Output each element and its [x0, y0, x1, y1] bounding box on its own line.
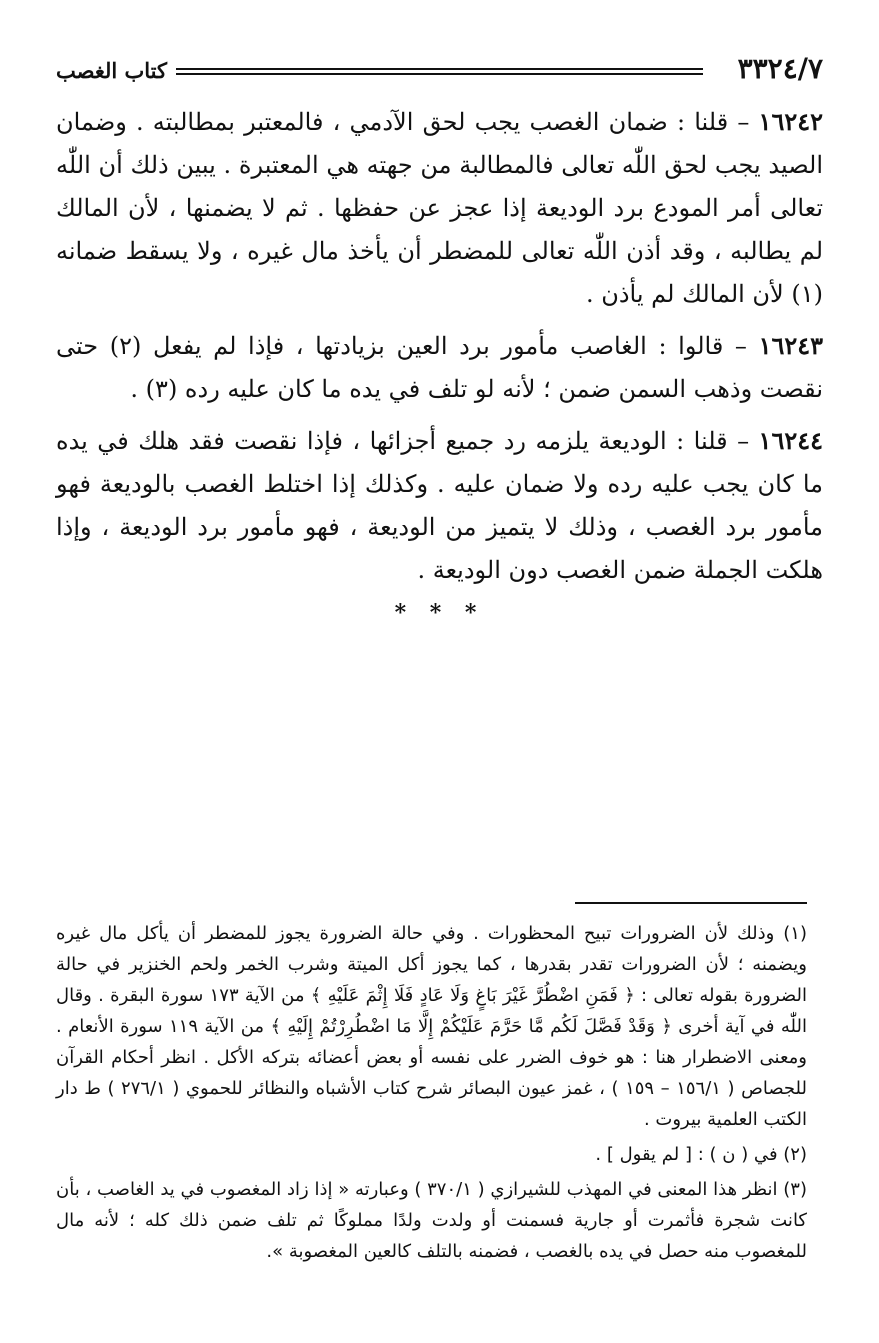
- paragraph-number: ١٦٢٤٢: [758, 107, 823, 136]
- header-rule: [176, 68, 703, 75]
- footnote: (١) وذلك لأن الضرورات تبيح المحظورات . وفي حالة الضرورة يجوز للمضطر أن يأكل مال غيره ويضمنه ؛ لأن الضرورات تقدر بقدرها ، كما يجوز أكل الميتة وشرب الخمر ولحم الخنزير في حالة الضرورة بقوله تعالى : ﴿ فَمَنِ اضْطُرَّ غَيْرَ بَاغٍ وَلَا عَادٍ فَلَا إِثْمَ عَلَيْهِ ﴾ من الآية ١٧٣ سورة البقرة . وقال اللّٰه في آية أخرى ﴿ وَقَدْ فَصَّلَ لَكُم مَّا حَرَّمَ عَلَيْكُمْ إِلَّا مَا اضْطُرِرْتُمْ إِلَيْهِ ﴾ من الآية ١١٩ سورة الأنعام . ومعنى الاضطرار هنا : هو خوف الضرر على نفسه أو بعض أعضائه بتركه الأكل . انظر أحكام القرآن للجصاص ( ١٥٦/١ – ١٥٩ ) ، غمز عيون البصائر شرح كتاب الأشباه والنظائر للحموي ( ٢٧٦/١ ) ط دار الكتب العلمية بيروت .: [56, 923, 808, 1130]
- paragraph-number: ١٦٢٤٤: [758, 426, 823, 455]
- paragraph-text: – قلنا : ضمان الغصب يجب لحق الآدمي ، فالمعتبر بمطالبته . وضمان الصيد يجب لحق اللّٰه تعالى فالمطالبة من جهته هي المعتبرة . يبين ذلك أن اللّٰه تعالى أمر المودع برد الوديعة إذا عجز عن حفظها . ثم لا يضمنها ، لأن المالك لم يطالبه ، وقد أذن اللّٰه تعالى للمضطر أن يأخذ مال غيره ، ولا يسقط ضمانه (١) لأن المالك لم يأذن .: [56, 108, 823, 308]
- page-number: ٣٣٢٤/٧: [737, 52, 823, 85]
- footnote-rule: [575, 902, 807, 904]
- book-title: كتاب الغصب: [56, 58, 168, 83]
- section-separator: * * *: [394, 600, 485, 626]
- running-header: [56, 52, 823, 88]
- footnotes: [56, 918, 807, 1271]
- footnote: (٣) انظر هذا المعنى في المهذب للشيرازي ( ٣٧٠/١ ) وعبارته « إذا زاد المغصوب في يد الغاصب ، بأن كانت شجرة فأثمرت أو جارية فسمنت أو ولدت ولدًا مملوكًا ثم تلف ضمن ذلك كله ؛ لأنه مال للمغصوب منه حصل في يده بالغصب ، فضمنه بالتلف كالعين المغصوبة ».: [56, 1179, 807, 1262]
- paragraph: [56, 419, 823, 592]
- paragraph-text: – قلنا : الوديعة يلزمه رد جميع أجزائها ، فإذا نقصت فقد هلك في يده ما كان يجب عليه رده ولا ضمان عليه . وكذلك إذا اختلط الغصب بالوديعة فهو مأمور برد الغصب ، وذلك لا يتميز من الوديعة ، فهو مأمور برد الوديعة ، وإذا هلكت الجملة ضمن الغصب دون الوديعة .: [56, 427, 823, 584]
- paragraph: [56, 100, 823, 316]
- footnote: (٢) في ( ن ) : [ لم يقول ] .: [595, 1144, 807, 1165]
- main-text: [56, 100, 823, 626]
- paragraph: [56, 324, 823, 411]
- paragraph-text: – قالوا : الغاصب مأمور برد العين بزيادتها ، فإذا لم يفعل (٢) حتى نقصت وذهب السمن ضمن ؛ لأنه لو تلف في يده ما كان عليه رده (٣) .: [56, 332, 823, 403]
- paragraph-number: ١٦٢٤٣: [758, 331, 824, 360]
